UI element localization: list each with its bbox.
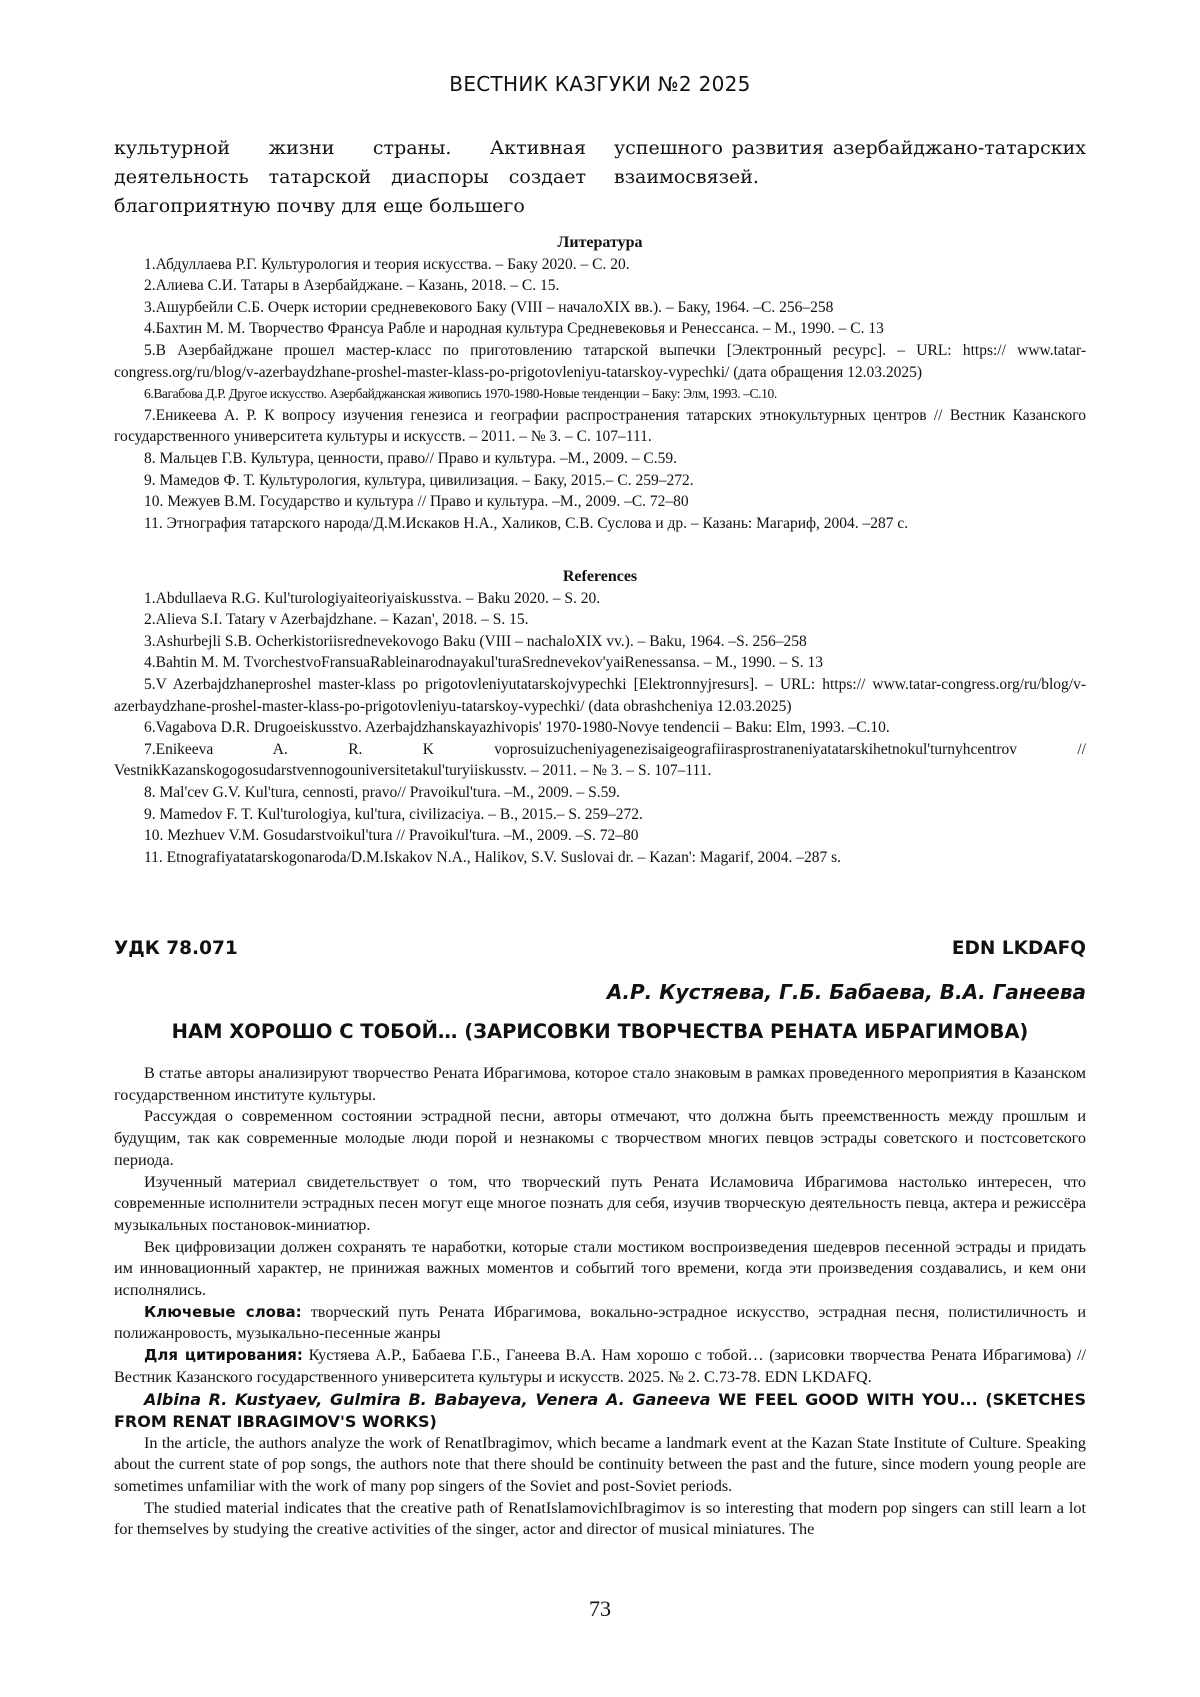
- citation-text: Кустяева А.Р., Бабаева Г.Б., Ганеева В.А. Нам хорошо с тобой… (зарисовки творчества Рената Ибрагимова) // Вестник Казанского государственного университета культуры и искусств. 2025. № 2. С.73-78. EDN LKDAFQ.: [114, 1346, 1086, 1386]
- abstract-paragraph: В статье авторы анализируют творчество Рената Ибрагимова, которое стало знаковым в рамках проведенного мероприятия в Казанском государственном институте культуры.: [114, 1064, 1086, 1104]
- literature-item: 10. Межуев В.М. Государство и культура // Право и культура. –М., 2009. –С. 72–80: [144, 493, 689, 511]
- literature-item: 5.В Азербайджане прошел мастер-класс по приготовлению татарской выпечки [Электронный ресурс]. – URL: https:// www.tatar-congress.org/ru/blog/v-azerbaydzhane-proshel-master-klass-po-prigotovleniyu-tatarskoy-vypechki/ (дата обращения 12.03.2025): [114, 341, 1086, 381]
- keywords-label: Ключевые слова:: [144, 1302, 302, 1321]
- literature-item: 7.Еникеева А. Р. К вопросу изучения генезиса и географии распространения татарских этнокультурных центров // Вестник Казанского государственного университета культуры и искусств. – 2011. – № 3. – С. 107–111.: [114, 406, 1086, 446]
- english-title: WE FEEL GOOD WITH YOU... (SKETCHES FROM RENAT IBRAGIMOV'S WORKS): [114, 1389, 1086, 1431]
- reference-item: 11. Etnografiyatatarskogonaroda/D.M.Iskakov N.A., Halikov, S.V. Suslovai dr. – Kazan': Magarif, 2004. –287 s.: [144, 848, 842, 866]
- literature-item: 6.Вагабова Д.Р. Другое искусство. Азербайджанская живопись 1970-1980-Новые тенденции – Баку: Элм, 1993. –С.10.: [144, 386, 777, 402]
- english-abstract-paragraph: In the article, the authors analyze the work of RenatIbragimov, which became a landmark event at the Kazan State Institute of Culture. Speaking about the current state of pop songs, the authors note that there should be continuity between the past and the future, since modern young people are sometimes unfamiliar with the work of many pop singers of the Soviet and post-Soviet periods.: [114, 1433, 1086, 1495]
- english-authors: Albina R. Kustyaev, Gulmira B. Babayeva, Venera A. Ganeeva: [144, 1389, 711, 1409]
- right-column: [614, 134, 1086, 221]
- citation-paragraph: [114, 1345, 1086, 1388]
- keywords-text: творческий путь Рената Ибрагимова, вокально-эстрадное искусство, эстрадная песня, полистиличность и полижанровость, музыкально-песенные жанры: [114, 1302, 1086, 1343]
- english-abstract-paragraph: The studied material indicates that the creative path of RenatIslamovichIbragimov is so interesting that modern pop singers can still learn a lot for themselves by studying the creative activities of the singer, actor and director of musical miniatures. The: [114, 1498, 1086, 1539]
- abstract-paragraph: Изученный материал свидетельствует о том, что творческий путь Рената Исламовича Ибрагимова настолько интересен, что современные исполнители эстрадных песен могут еще многое познать для себя, изучив творческую деятельность певца, актера и режиссёра музыкальных постановок-миниатюр.: [114, 1172, 1086, 1234]
- reference-item: 2.Alieva S.I. Tatary v Azerbajdzhane. – Kazan', 2018. – S. 15.: [144, 611, 529, 629]
- reference-item: 3.Ashurbejli S.B. Ocherkistoriisrednevekovogo Baku (VIII – nachaloXIX vv.). – Baku, 1964. –S. 256–258: [144, 632, 807, 650]
- article-codes: [114, 938, 1086, 959]
- citation-label: Для цитирования:: [144, 1346, 303, 1365]
- edn-code: EDN LKDAFQ: [951, 938, 1086, 959]
- reference-item: 5.V Azerbajdzhaneproshel master-klass po prigotovleniyutatarskojvypechki [Elektronnyjresurs]. – URL: https:// www.tatar-congress.org/ru/blog/v-azerbaydzhane-proshel-master-klass-po-prigotovleniyu-tatarskoy-vypechki/ (data obrashcheniya 12.03.2025): [114, 675, 1086, 715]
- literature-item: 8. Мальцев Г.В. Культура, ценности, право// Право и культура. –М., 2009. – С.59.: [144, 449, 678, 467]
- reference-item: 9. Mamedov F. T. Kul'turologiya, kul'tura, civilizaciya. – B., 2015.– S. 259–272.: [144, 805, 643, 823]
- literature-item: 11. Этнография татарского народа/Д.М.Искаков Н.А., Халиков, С.В. Суслова и др. – Казань: Магариф, 2004. –287 с.: [144, 514, 909, 532]
- left-column-text: культурной жизни страны. Активная деятельность татарской диаспоры создает благоприятную почву для еще большего: [114, 137, 586, 217]
- reference-item: 8. Mal'cev G.V. Kul'tura, cennosti, pravo// Pravoikul'tura. –M., 2009. – S.59.: [144, 783, 621, 801]
- literature-item: 2.Алиева С.И. Татары в Азербайджане. – Казань, 2018. – С. 15.: [144, 277, 560, 295]
- article-abstract: [114, 1063, 1086, 1541]
- article-title: НАМ ХОРОШО С ТОБОЙ… (ЗАРИСОВКИ ТВОРЧЕСТВА РЕНАТА ИБРАГИМОВА): [171, 1020, 1029, 1043]
- literature-section: [114, 232, 1086, 534]
- literature-item: 9. Мамедов Ф. Т. Культурология, культура, цивилизация. – Баку, 2015.– С. 259–272.: [144, 471, 694, 489]
- english-title-block: [114, 1389, 1086, 1433]
- reference-item: 6.Vagabova D.R. Drugoeiskusstvo. Azerbajdzhanskayazhivopis' 1970-1980-Novye tendencii – Baku: Elm, 1993. –C.10.: [144, 719, 890, 737]
- abstract-paragraph: Рассуждая о современном состоянии эстрадной песни, авторы отмечают, что должна быть преемственность между прошлым и будущим, так как современные молодые люди порой и незнакомы с творчеством многих певцов эстрады советского и постсоветского периода.: [114, 1107, 1086, 1169]
- literature-heading: Литература: [557, 234, 643, 251]
- literature-item: 3.Ашурбейли С.Б. Очерк истории средневекового Баку (VIII – началоXIX вв.). – Баку, 1964. –С. 256–258: [144, 298, 834, 316]
- keywords-paragraph: [114, 1302, 1086, 1345]
- udk-code: УДК 78.071: [114, 938, 238, 959]
- running-head: ВЕСТНИК КАЗГУКИ №2 2025: [449, 72, 751, 96]
- literature-item: 1.Абдуллаева Р.Г. Культурология и теория искусства. – Баку 2020. – С. 20.: [144, 255, 630, 273]
- article-authors: А.Р. Кустяева, Г.Б. Бабаева, В.А. Ганеева: [606, 980, 1086, 1004]
- reference-item: 7.Enikeeva A. R. K voprosuizucheniyagenezisaigeografiirasprostraneniyatatarskihetnokul'turnyhcentrov // VestnikKazanskogogosudarstvennogouniversitetakul'turyiiskusstv. – 2011. – № 3. – S. 107–111.: [114, 740, 1086, 780]
- previous-article-ending: [114, 134, 1086, 221]
- right-column-text: успешного развития азербайджано-татарских взаимосвязей.: [614, 137, 1086, 188]
- literature-item: 4.Бахтин М. М. Творчество Франсуа Рабле и народная культура Средневековья и Ренессанса. – М., 1990. – С. 13: [144, 320, 884, 338]
- reference-item: 10. Mezhuev V.M. Gosudarstvoikul'tura // Pravoikul'tura. –M., 2009. –S. 72–80: [144, 827, 639, 845]
- page-number: 73: [589, 1596, 611, 1621]
- left-column: [114, 134, 586, 221]
- references-heading: References: [562, 568, 638, 585]
- reference-item: 1.Abdullaeva R.G. Kul'turologiyaiteoriyaiskusstva. – Baku 2020. – S. 20.: [144, 589, 601, 607]
- reference-item: 4.Bahtin M. M. TvorchestvoFransuaRableinarodnayakul'turaSrednevekov'yaiRenessansa. – M., 1990. – S. 13: [144, 654, 824, 672]
- references-section: [114, 566, 1086, 868]
- abstract-paragraph: Век цифровизации должен сохранять те наработки, которые стали мостиком воспроизведения шедевров песенной эстрады и придать им инновационный характер, не принижая важных моментов и событий того времени, когда эти произведения создавались, и кем они исполнялись.: [114, 1237, 1086, 1300]
